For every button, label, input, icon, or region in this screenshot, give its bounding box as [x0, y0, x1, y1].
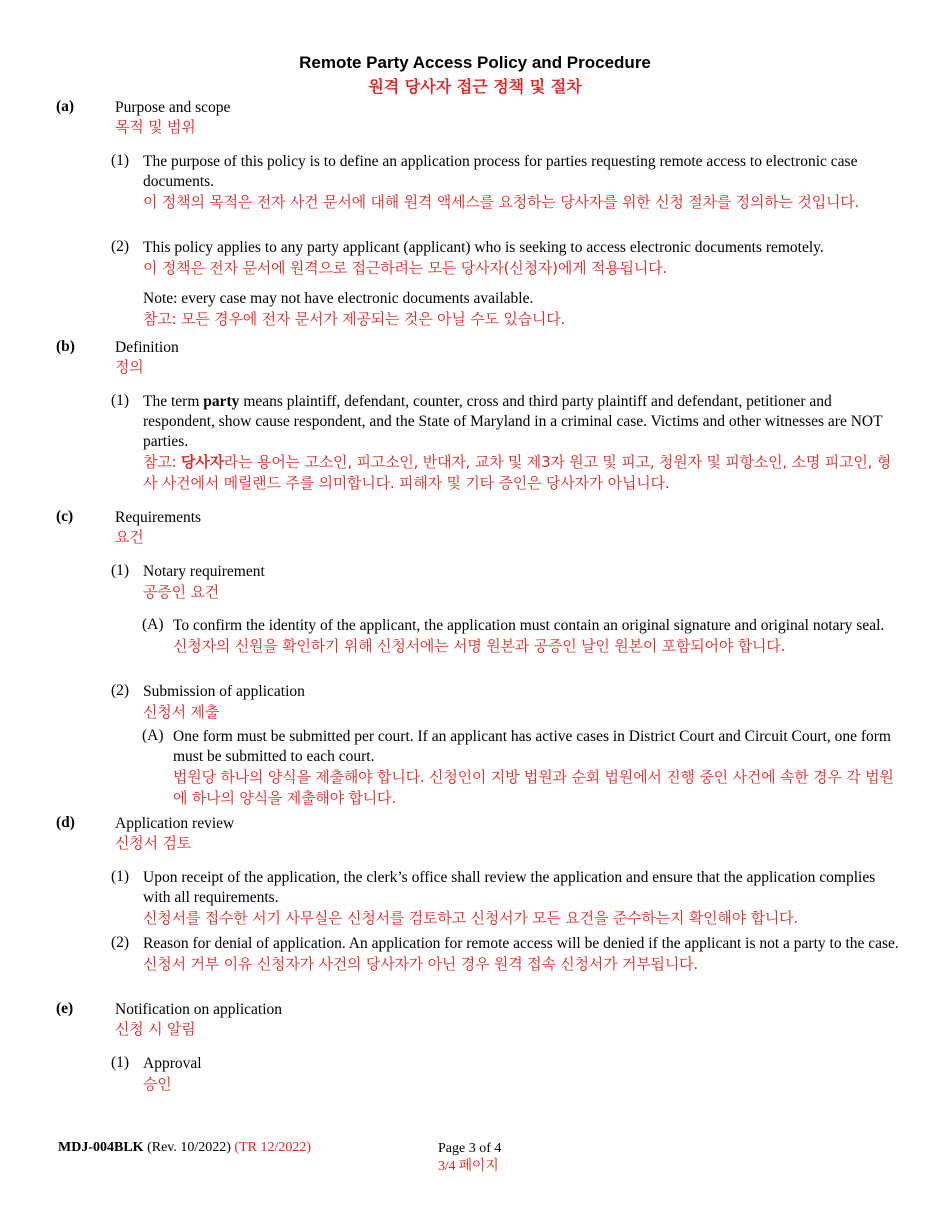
section-d-title-ko: 신청서 검토: [115, 834, 192, 852]
section-d-title-en: Application review: [115, 815, 235, 832]
subitem-text-ko: 법원당 하나의 양식을 제출해야 합니다. 신청인이 지방 법원과 순회 법원에서 진행 중인 사건에 속한 경우 각 법원에 하나의 양식을 제출해야 합니다.: [173, 768, 894, 807]
term-party-ko: 당사자: [181, 453, 224, 471]
revision-date: (Rev. 10/2022): [147, 1140, 231, 1155]
subitem-text-en: One form must be submitted per court. If an applicant has active cases in District Court and Circuit Court, one form must be submitted to each court.: [173, 728, 891, 765]
section-c-item-1-sub-a: [142, 616, 902, 657]
section-b-title-ko: 정의: [115, 358, 144, 376]
note-text-ko: 참고: 모든 경우에 전자 문서가 제공되는 것은 아닐 수도 있습니다.: [143, 310, 566, 328]
section-c-title-en: Requirements: [115, 509, 202, 526]
item-text-ko: 승인: [143, 1075, 172, 1093]
item-number: (2): [111, 934, 130, 951]
item-text-ko: 이 정책은 전자 문서에 원격으로 접근하려는 모든 당사자(신청자)에게 적용됩니다.: [143, 259, 667, 277]
item-text-en: Approval: [143, 1055, 202, 1072]
item-text-ko: 이 정책의 목적은 전자 사건 문서에 대해 원격 액세스를 요청하는 당사자를 위한 신청 절차를 정의하는 것입니다.: [143, 193, 860, 211]
item-text-ko: 신청서 제출: [143, 703, 220, 721]
note-text-en: Note: every case may not have electronic documents available.: [143, 290, 534, 307]
item-number: (1): [111, 562, 130, 579]
section-b-letter: (b): [56, 338, 75, 355]
section-e-item-1: [111, 1054, 901, 1095]
section-c-title-ko: 요건: [115, 528, 144, 546]
subitem-text-ko: 신청자의 신원을 확인하기 위해 신청서에는 서명 원본과 공증인 날인 원본이 포함되어야 합니다.: [173, 637, 786, 655]
text-post: means plaintiff, defendant, counter, cross and third party plaintiff and defendant, petitioner and respondent, show cause respondent, and the State of Maryland in a criminal case. Victims and other witnesses are NOT parties.: [143, 393, 883, 450]
section-a-item-2: [111, 238, 901, 330]
term-party: party: [203, 393, 240, 410]
section-d-letter: (d): [56, 814, 75, 831]
section-d-item-2: [111, 934, 901, 975]
section-c-letter: (c): [56, 508, 74, 525]
section-d-heading: [115, 814, 234, 854]
page-title-korean: 원격 당사자 접근 정책 및 절차: [368, 77, 582, 96]
item-text-ko: [143, 452, 901, 494]
page-number-en: Page 3 of 4: [438, 1141, 502, 1156]
translation-date: (TR 12/2022): [234, 1140, 312, 1155]
text-post-ko: 라는 용어는 고소인, 피고소인, 반대자, 교차 및 제3자 원고 및 피고, 청원자 및 피항소인, 소명 피고인, 형사 사건에서 메릴랜드 주를 의미합니다. 피해자 및 기타 증인은 당사자가 아닙니다.: [143, 453, 892, 492]
section-c-item-1: [111, 562, 901, 603]
item-text-en: [143, 392, 901, 452]
text-pre: The term: [143, 393, 204, 410]
section-a-title-ko: 목적 및 범위: [115, 118, 196, 136]
item-text-en: Notary requirement: [143, 563, 265, 580]
section-c-item-2: [111, 682, 901, 723]
text-pre-ko: 참고:: [143, 453, 182, 471]
subitem-text-en: To confirm the identity of the applicant, the application must contain an original signature and original notary seal.: [173, 617, 885, 634]
item-text-ko: 공증인 요건: [143, 583, 220, 601]
item-number: (2): [111, 238, 130, 255]
item-number: (2): [111, 682, 130, 699]
item-text-ko: 신청서를 접수한 서기 사무실은 신청서를 검토하고 신청서가 모든 요건을 준수하는지 확인해야 합니다.: [143, 909, 799, 927]
item-number: (1): [111, 152, 130, 169]
form-number: MDJ-004BLK: [58, 1140, 144, 1155]
subitem-number: (A): [142, 616, 164, 633]
section-e-heading: [115, 1000, 282, 1040]
subitem-number: (A): [142, 727, 164, 744]
section-b-title-en: Definition: [115, 339, 179, 356]
item-text-en: Reason for denial of application. An application for remote access will be denied if the applicant is not a party to the case.: [143, 935, 899, 952]
item-text-en: Upon receipt of the application, the clerk’s office shall review the application and ensure that the application complies with all requirements.: [143, 869, 876, 906]
item-number: (1): [111, 1054, 130, 1071]
section-e-title-en: Notification on application: [115, 1001, 283, 1018]
section-d-item-1: [111, 868, 901, 929]
section-e-letter: (e): [56, 1000, 74, 1017]
footer-page-number: [438, 1140, 501, 1176]
section-e-title-ko: 신청 시 알림: [115, 1020, 196, 1038]
item-text-ko: 신청서 거부 이유 신청자가 사건의 당사자가 아닌 경우 원격 접속 신청서가 거부됩니다.: [143, 955, 698, 973]
section-c-item-2-sub-a: [142, 727, 902, 809]
item-text-en: The purpose of this policy is to define an application process for parties requesting remote access to electronic case documents.: [143, 153, 858, 190]
page-title-english: Remote Party Access Policy and Procedure: [299, 53, 651, 72]
section-a-item-1: [111, 152, 901, 213]
section-c-heading: [115, 508, 201, 548]
footer-form-id: [58, 1140, 311, 1156]
item-text-en: Submission of application: [143, 683, 305, 700]
page-number-ko: 3/4 페이지: [438, 1159, 499, 1174]
section-a-heading: [115, 98, 230, 138]
section-a-title-en: Purpose and scope: [115, 99, 231, 116]
section-a-letter: (a): [56, 98, 75, 115]
item-number: (1): [111, 868, 130, 885]
section-b-item-1: [111, 392, 901, 494]
section-b-heading: [115, 338, 179, 378]
item-text-en: This policy applies to any party applicant (applicant) who is seeking to access electronic documents remotely.: [143, 239, 824, 256]
item-number: (1): [111, 392, 130, 409]
